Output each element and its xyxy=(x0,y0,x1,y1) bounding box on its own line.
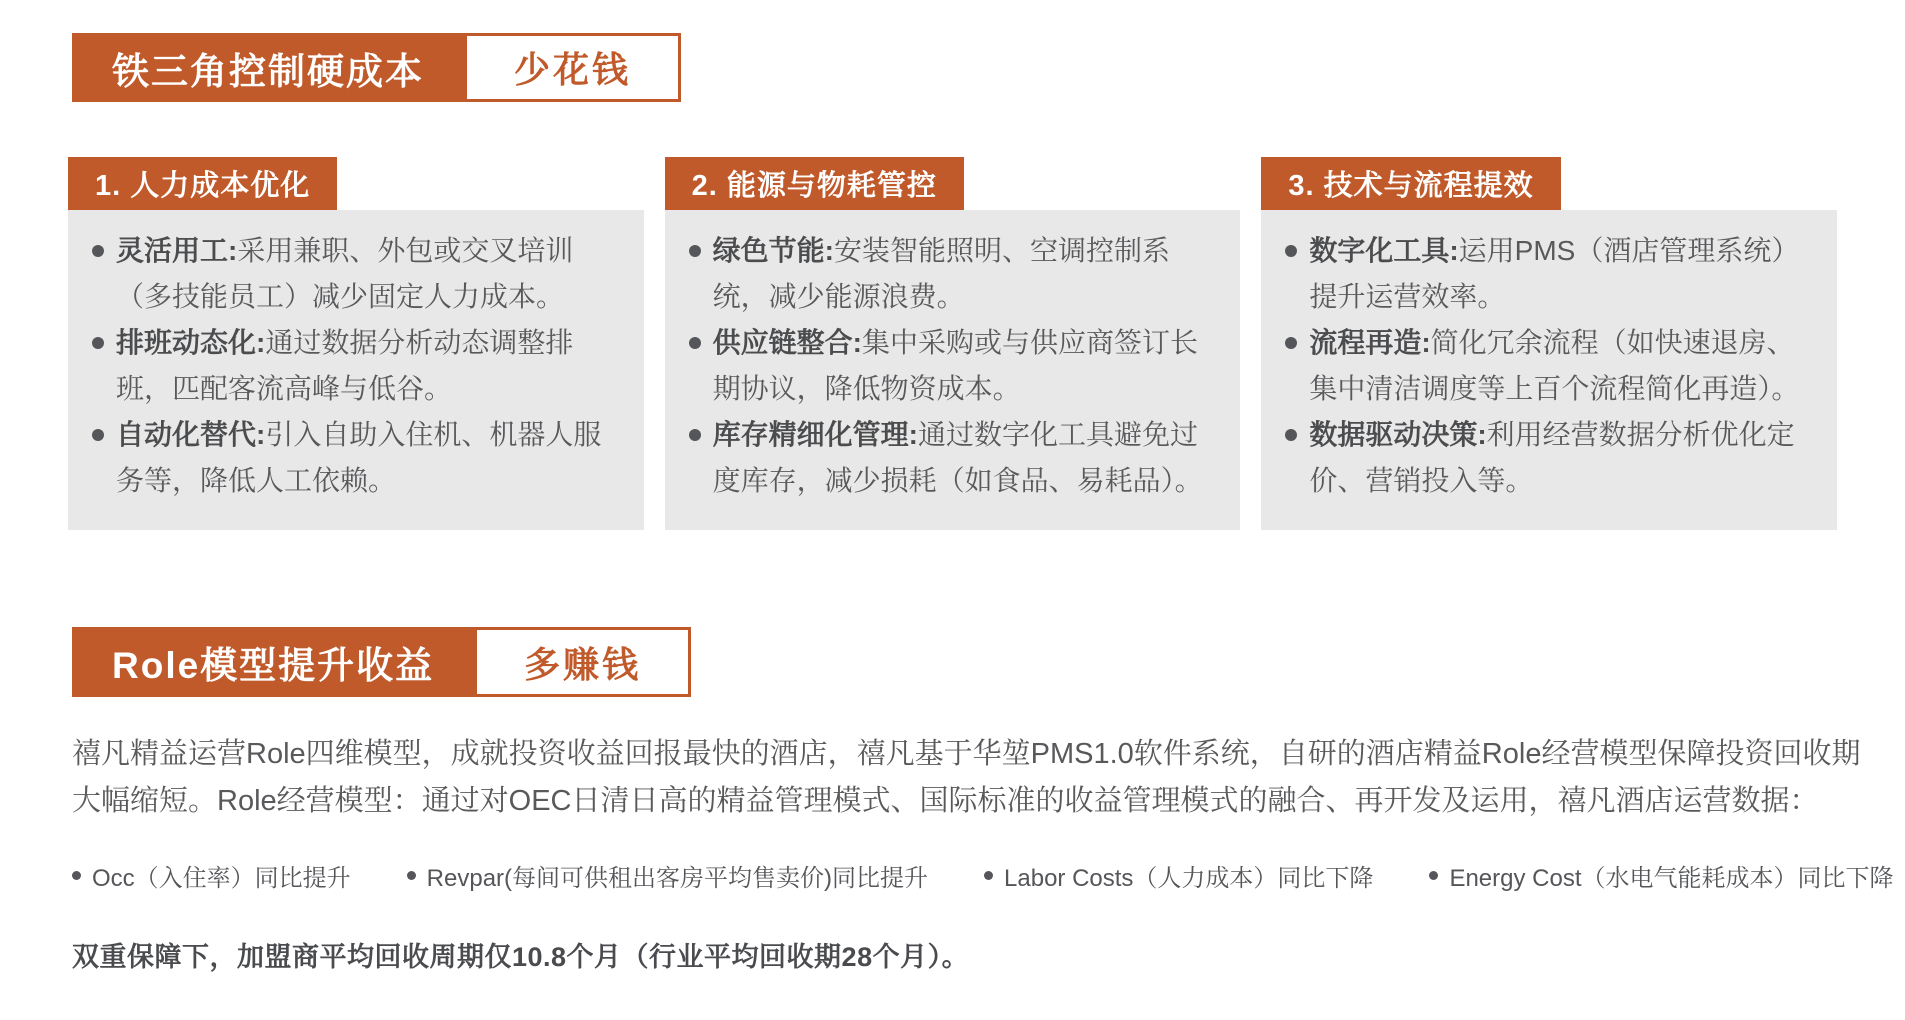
list-item xyxy=(687,228,1217,320)
item-desc: 集中采购或与供应商签订长期协议，降低物资成本。 xyxy=(712,327,1199,404)
column2-header: 2. 能源与物耗管控 xyxy=(665,157,964,210)
list-item-text xyxy=(1309,320,1813,412)
item-desc: 采用兼职、外包或交叉培训（多技能员工）减少固定人力成本。 xyxy=(116,235,574,312)
bullet-icon xyxy=(1285,245,1297,257)
bullet-icon xyxy=(1429,871,1438,880)
list-item xyxy=(90,320,620,412)
list-item-text xyxy=(713,412,1217,504)
section1-tag: 少花钱 xyxy=(464,33,681,102)
item-term: 自动化替代: xyxy=(116,419,266,450)
item-desc: 安装智能照明、空调控制系统，减少能源浪费。 xyxy=(712,235,1171,312)
item-term: 数据驱动决策: xyxy=(1309,419,1487,450)
cost-column-labor xyxy=(68,157,644,530)
item-term: 数字化工具: xyxy=(1309,235,1459,266)
bullet-icon xyxy=(689,245,701,257)
metric-label: Revpar(每间可供租出客房平均售卖价)同比提升 xyxy=(426,865,929,892)
list-item-text xyxy=(116,320,620,412)
list-item xyxy=(1283,228,1813,320)
cost-column-tech xyxy=(1261,157,1837,530)
role-model-paragraph: 禧凡精益运营Role四维模型，成就投资收益回报最快的酒店，禧凡基于华堃PMS1.0软件系统，自研的酒店精益Role经营模型保障投资回收期大幅缩短。Role经营模型：通过对OEC日清日高的精益管理模式、国际标准的收益管理模式的融合、再开发及运用，禧凡酒店运营数据： xyxy=(72,738,1861,817)
item-desc: 简化冗余流程（如快速退房、集中清洁调度等上百个流程简化再造）。 xyxy=(1309,327,1800,404)
column3-panel xyxy=(1261,210,1837,530)
list-item-text xyxy=(1309,228,1813,320)
list-item xyxy=(1283,412,1813,504)
bullet-icon xyxy=(689,429,701,441)
cost-columns xyxy=(68,157,1837,530)
item-term: 灵活用工: xyxy=(116,235,238,266)
list-item-text xyxy=(116,412,620,504)
metric-revpar xyxy=(407,858,928,893)
item-term: 流程再造: xyxy=(1309,327,1431,358)
metric-label: Energy Cost（水电气能耗成本）同比下降 xyxy=(1449,865,1894,892)
section2-tag: 多赚钱 xyxy=(474,627,691,697)
item-desc: 通过数据分析动态调整排班，匹配客流高峰与低谷。 xyxy=(116,327,574,404)
list-item xyxy=(90,412,620,504)
bullet-icon xyxy=(1285,429,1297,441)
bullet-icon xyxy=(689,337,701,349)
metric-occ xyxy=(72,858,351,893)
list-item-text xyxy=(116,228,620,320)
metric-label: Labor Costs（人力成本）同比下降 xyxy=(1004,865,1374,892)
section2-title: Role模型提升收益 xyxy=(72,627,474,697)
item-term: 供应链整合: xyxy=(712,327,862,358)
list-item-text xyxy=(1309,412,1813,504)
metric-label: Occ（入住率）同比提升 xyxy=(92,865,351,892)
item-desc: 引入自助入住机、机器人服务等，降低人工依赖。 xyxy=(116,419,602,496)
section2-header xyxy=(72,627,691,697)
item-term: 库存精细化管理: xyxy=(712,419,918,450)
bullet-icon xyxy=(92,245,104,257)
list-item xyxy=(1283,320,1813,412)
column1-panel xyxy=(68,210,644,530)
item-desc: 运用PMS（酒店管理系统）提升运营效率。 xyxy=(1309,235,1800,312)
list-item xyxy=(90,228,620,320)
item-term: 排班动态化: xyxy=(116,327,266,358)
bullet-icon xyxy=(407,871,416,880)
bullet-icon xyxy=(92,337,104,349)
metrics-row xyxy=(72,858,1894,893)
section1-header xyxy=(72,33,681,102)
payback-conclusion: 双重保障下，加盟商平均回收周期仅10.8个月（行业平均回收期28个月）。 xyxy=(72,942,970,972)
column3-header: 3. 技术与流程提效 xyxy=(1261,157,1560,210)
column2-panel xyxy=(665,210,1241,530)
list-item-text xyxy=(713,320,1217,412)
item-term: 绿色节能: xyxy=(712,235,834,266)
column1-header: 1. 人力成本优化 xyxy=(68,157,337,210)
item-desc: 通过数字化工具避免过度库存，减少损耗（如食品、易耗品）。 xyxy=(712,419,1203,496)
list-item-text xyxy=(713,228,1217,320)
item-desc: 利用经营数据分析优化定价、营销投入等。 xyxy=(1309,419,1795,496)
metric-energy-cost xyxy=(1429,858,1893,893)
bullet-icon xyxy=(984,871,993,880)
list-item xyxy=(687,320,1217,412)
bullet-icon xyxy=(1285,337,1297,349)
section1-title: 铁三角控制硬成本 xyxy=(72,33,464,102)
bullet-icon xyxy=(72,871,81,880)
metric-labor-costs xyxy=(984,858,1373,893)
list-item xyxy=(687,412,1217,504)
bullet-icon xyxy=(92,429,104,441)
cost-column-energy xyxy=(665,157,1241,530)
